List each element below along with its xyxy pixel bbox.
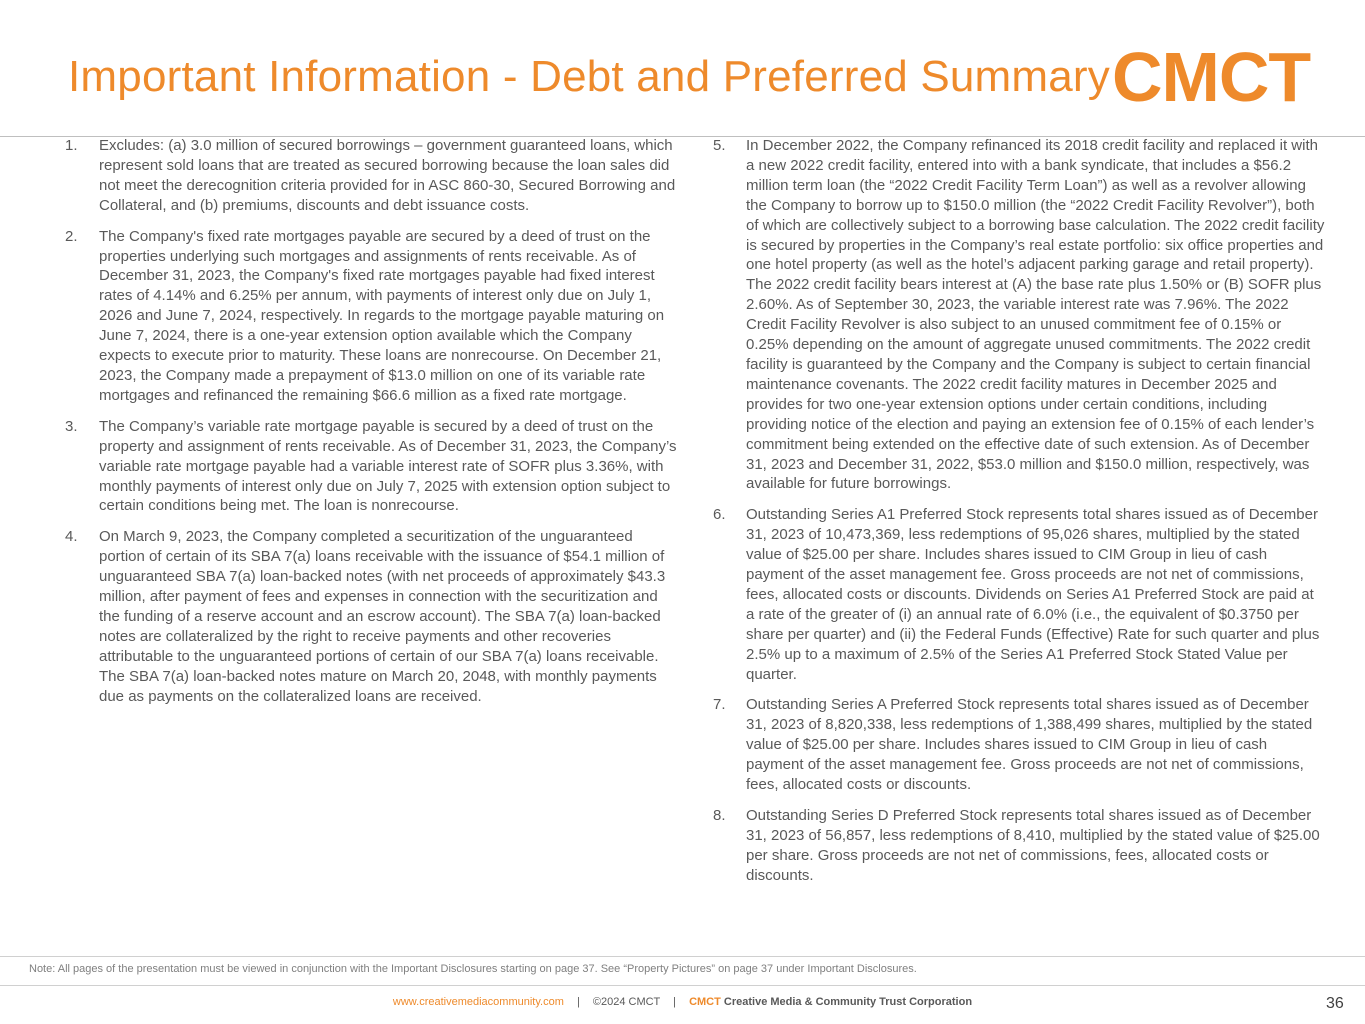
footnote-item: [62, 417, 680, 517]
footnote-number: 1.: [65, 137, 78, 154]
disclosure-note: Note: All pages of the presentation must be viewed in conjunction with the Important Disclosures starting on page 37. See “Property Pictures” on page 37 under Important Disclosures.: [29, 963, 917, 975]
footnote-number: 6.: [713, 506, 726, 524]
footnote-text: On March 9, 2023, the Company completed a securitization of the unguaranteed portion of certain of its SBA 7(a) loans receivable with the issuance of $54.1 million of unguaranteed SBA 7(a) loan-backed notes (with net proceeds of approximately $43.3 million, after payment of fees and expenses in connection with the securitization and the funding of a reserve account and an escrow account). The SBA 7(a) loan-backed notes are collateralized by the right to receive payments and other recoveries attributable to the unguaranteed portions of certain of our SBA 7(a) loans receivable. The SBA 7(a) loan-backed notes mature on March 20, 2048, with monthly payments due as payments on the collateralized loans are received.: [99, 528, 666, 705]
note-divider: [0, 956, 1365, 957]
company-name: Creative Media & Community Trust Corporation: [723, 996, 973, 1008]
footer: [0, 996, 1365, 1008]
footnote-item: [710, 695, 1325, 795]
footnote-text: Outstanding Series A Preferred Stock represents total shares issued as of December 31, 2023 of 8,820,338, less redemptions of 1,388,499 shares, multiplied by the stated value of $25.00 per share. Includes shares issued to CIM Group in lieu of cash payment of the asset management fee. Gross proceeds are not net of commissions, fees, allocated costs or discounts.: [746, 696, 1313, 794]
footnote-number: 2.: [65, 227, 78, 245]
footer-brand: CMCT: [689, 996, 721, 1008]
footnote-number: 5.: [713, 137, 726, 154]
website-link[interactable]: www.creativemediacommunity.com: [392, 996, 564, 1008]
notes-column-right: [710, 136, 1325, 897]
cmct-logo: CMCT: [1112, 38, 1311, 116]
page-title: Important Information - Debt and Preferred Summary: [68, 52, 1110, 101]
footnote-text: Outstanding Series D Preferred Stock represents total shares issued as of December 31, 2023 of 56,857, less redemptions of 8,410, multiplied by the stated value of $25.00 per share. Gross proceeds are not net of commissions, fees, allocated costs or discounts.: [746, 807, 1320, 884]
footnote-number: 4.: [65, 528, 78, 546]
copyright: ©2024 CMCT: [592, 996, 661, 1008]
footnote-item: [62, 136, 680, 216]
footer-divider: [0, 985, 1365, 986]
footnote-item: [62, 527, 680, 706]
footnote-item: [710, 806, 1325, 886]
footnote-text: The Company’s variable rate mortgage payable is secured by a deed of trust on the property and assignment of rents receivable. As of December 31, 2023, the Company’s variable rate mortgage payable had a variable interest rate of SOFR plus 3.36%, with monthly payments of interest only due on July 7, 2025 with extension option subject to certain conditions being met. The loan is nonrecourse.: [99, 417, 677, 515]
footnote-text: Excludes: (a) 3.0 million of secured borrowings – government guaranteed loans, which represent sold loans that are treated as secured borrowing because the loan sales did not meet the derecognition criteria provided for in ASC 860-30, Secured Borrowing and Collateral, and (b) premiums, discounts and debt issuance costs.: [99, 137, 676, 214]
footnote-text: In December 2022, the Company refinanced its 2018 credit facility and replaced it with a new 2022 credit facility, entered into with a bank syndicate, that includes a $56.2 million term loan (the “2022 Credit Facility Term Loan”) as well as a revolver allowing the Company to borrow up to $150.0 million (the “2022 Credit Facility Revolver”), both of which are collectively subject to a borrowing base calculation. The 2022 credit facility is secured by properties in the Company’s real estate portfolio: six office properties and one hotel property (as well as the hotel’s adjacent parking garage and retail property). The 2022 credit facility bears interest at (A) the base rate plus 1.50% or (B) SOFR plus 2.60%. As of September 30, 2023, the variable interest rate was 7.96%. The 2022 Credit Facility Revolver is also subject to an unused commitment fee of 0.15% or 0.25% depending on the amount of aggregate unused commitments. The 2022 credit facility is guaranteed by the Company and the Company is subject to certain financial maintenance covenants. The 2022 credit facility matures in December 2025 and provides for two one-year extension options under certain conditions, including providing notice of the election and paying an extension fee of 0.15% of each lender’s commitment being extended on the effective date of such extension. As of December 31, 2023 and December 31, 2022, $53.0 million and $150.0 million, respectively, was available for future borrowings.: [746, 137, 1325, 493]
footnote-number: 3.: [65, 417, 78, 435]
footnote-text: Outstanding Series A1 Preferred Stock represents total shares issued as of December 31, 2023 of 10,473,369, less redemptions of 95,026 shares, multiplied by the stated value of $25.00 per share. Includes shares issued to CIM Group in lieu of cash payment of the asset management fee. Gross proceeds are not net of commissions, fees, allocated costs or discounts. Dividends on Series A1 Preferred Stock are paid at a rate of the greater of (i) an annual rate of 6.0% (i.e., the equivalent of $0.3750 per share per quarter) and (ii) the Federal Funds (Effective) Rate for such quarter and plus 2.5% up to a maximum of 2.5% of the Series A1 Preferred Stock Stated Value per quarter.: [746, 506, 1320, 683]
footer-separator: |: [576, 996, 580, 1008]
footnote-item: [710, 505, 1325, 684]
footnote-number: 7.: [713, 696, 726, 714]
footnote-item: [62, 227, 680, 406]
notes-column-left: [62, 136, 680, 717]
footnote-text: The Company's fixed rate mortgages payable are secured by a deed of trust on the properties underlying such mortgages and assignments of rents receivable. As of December 31, 2023, the Company's fixed rate mortgages payable had fixed interest rates of 4.14% and 6.25% per annum, with payments of interest only due on July 1, 2026 and June 7, 2024, respectively. In regards to the mortgage payable maturing on June 7, 2024, there is a one-year extension option available which the Company expects to execute prior to maturity. These loans are nonrecourse. On December 21, 2023, the Company made a prepayment of $13.0 million on one of its variable rate mortgages and refinanced the remaining $66.6 million as a fixed rate mortgage.: [99, 227, 665, 404]
footer-separator: |: [673, 996, 676, 1008]
page-number: 36: [1326, 995, 1344, 1012]
footnote-item: [710, 136, 1325, 494]
footnote-number: 8.: [713, 807, 726, 824]
